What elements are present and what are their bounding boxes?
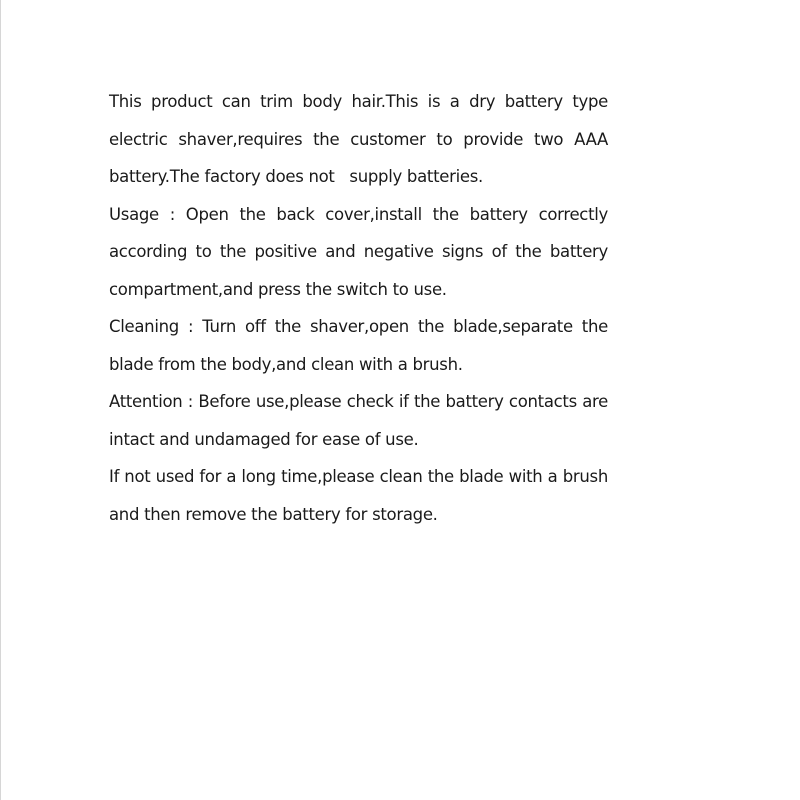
- page-edge-divider: [0, 0, 1, 800]
- attention-paragraph: Attention : Before use,please check if the battery contacts are intact and undamaged for ease of use.: [109, 392, 613, 449]
- usage-paragraph: Usage : Open the back cover,install the battery correctly according to the positive and negative signs of the battery compartment,and press the switch to use.: [109, 204, 613, 299]
- product-description-paragraph: This product can trim body hair.This is a dry battery type electric shaver,requires the customer to provide two AAA battery.The factory does not supply batteries.: [109, 92, 613, 186]
- cleaning-paragraph: Cleaning : Turn off the shaver,open the blade,separate the blade from the body,and clean with a brush.: [109, 317, 613, 374]
- instruction-text-block: [109, 83, 613, 533]
- storage-paragraph: If not used for a long time,please clean the blade with a brush and then remove the battery for storage.: [109, 467, 613, 524]
